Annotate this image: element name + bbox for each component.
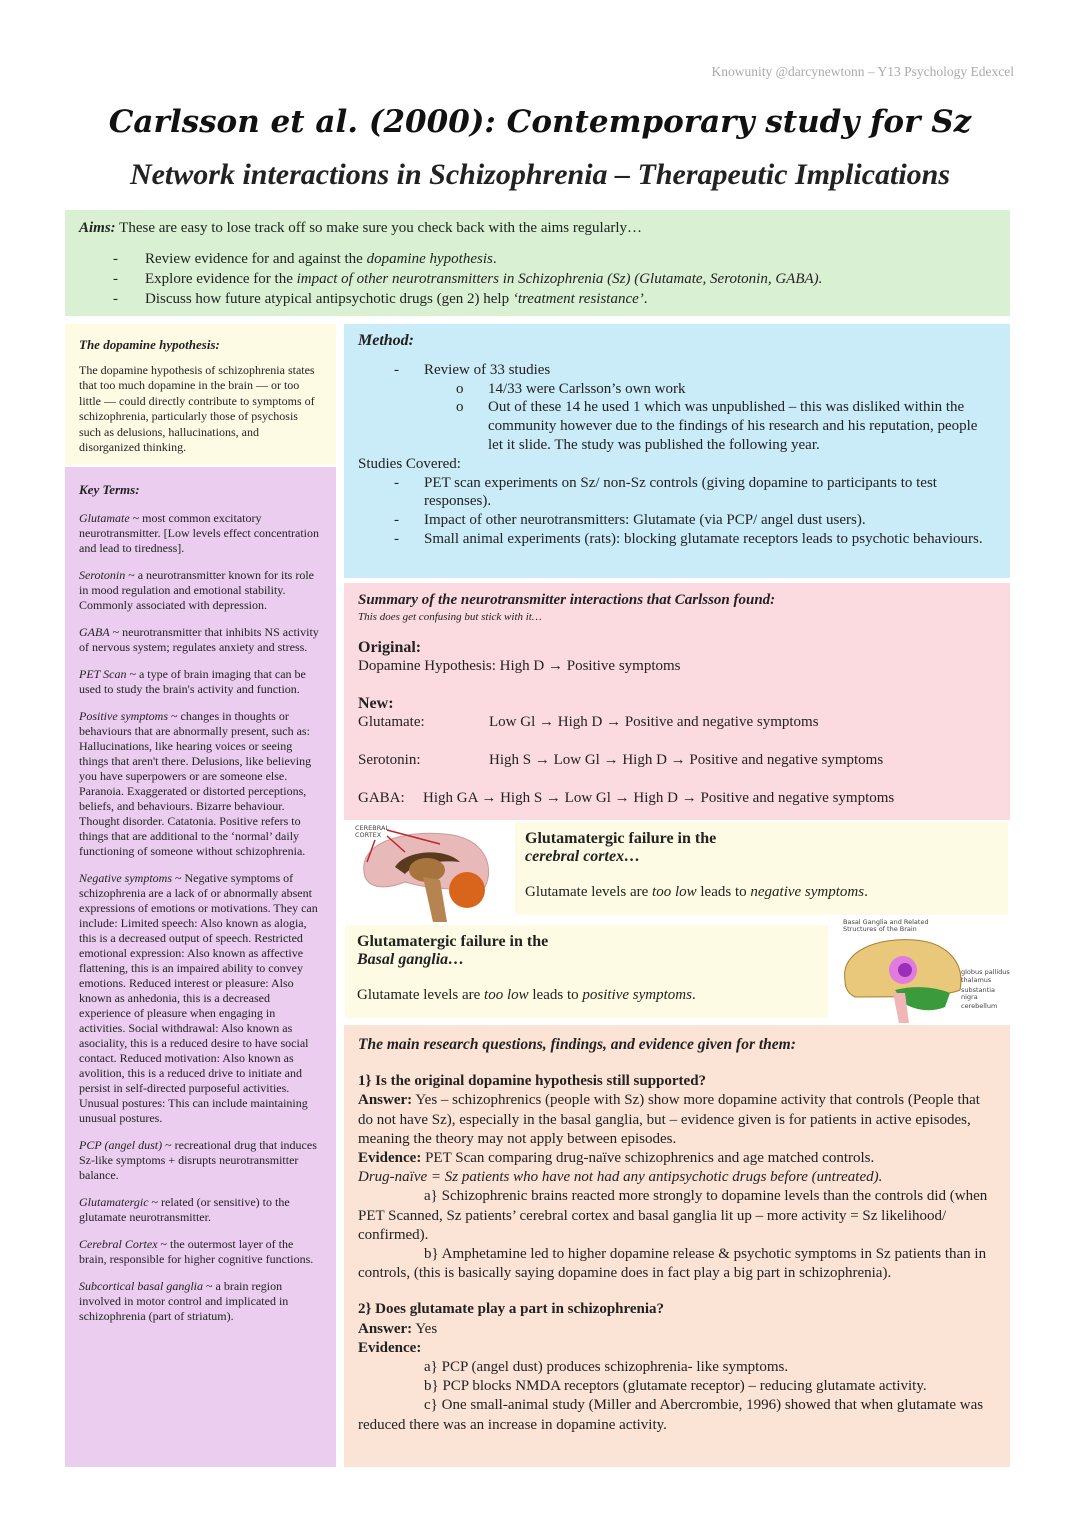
term-name: Glutamatergic xyxy=(79,1195,149,1209)
basal-heading-region: Basal ganglia… xyxy=(357,951,465,968)
term-name: Positive symptoms xyxy=(79,709,168,723)
key-term xyxy=(79,625,322,655)
aims-intro: These are easy to lose track off so make sure you check back with the aims regularly… xyxy=(115,220,643,236)
original-label: Original: xyxy=(358,639,422,656)
page-title: Carlsson et al. (2000): Contemporary study for Sz xyxy=(108,104,972,140)
aims-box xyxy=(65,210,1010,316)
aims-label: Aims: xyxy=(79,220,116,236)
method-box xyxy=(344,324,1010,578)
summary-heading: Summary of the neurotransmitter interactions that Carlsson found: xyxy=(358,592,776,608)
original-hypothesis: Dopamine Hypothesis: High D → Positive symptoms xyxy=(358,658,681,674)
evidence-1a: a} Schizophrenic brains reacted more strongly to dopamine levels than the controls did (when PET Scanned, Sz patients’ cerebral cortex and basal ganglia lit up – more activity = Sz likelihood/ confirmed). xyxy=(358,1188,988,1243)
study-item: - Small animal experiments (rats): blocking glutamate receptors leads to psychotic behaviours. xyxy=(394,530,983,547)
basal-text: Glutamate levels are too low leads to positive symptoms. xyxy=(357,987,696,1003)
method-subitem: o Out of these 14 he used 1 which was unpublished – this was disliked within the community however due to the findings of his research and his reputation, people let it slide. The study was published the following year. xyxy=(456,399,978,453)
key-term xyxy=(79,709,322,859)
term-name: Cerebral Cortex xyxy=(79,1237,158,1251)
dopamine-heading: The dopamine hypothesis: xyxy=(79,337,220,352)
research-heading: The main research questions, findings, and evidence given for them: xyxy=(358,1036,796,1053)
term-definition: ~ changes in thoughts or behaviours that are abnormally present, such as: Hallucinations, like hearing voices or seeing things that aren't there. Delusions, like believing you have superpowers or are someone else. Paranoia. Exaggerated or distorted perceptions, beliefs, and behaviours. Bizarre behaviour. Thought disorder. Catatonia. Positive refers to things that are additional to the ‘normal’ daily functioning of someone without schizophrenia. xyxy=(79,709,312,858)
key-term xyxy=(79,667,322,697)
basal-failure-box xyxy=(345,925,828,1018)
interaction-row: Serotonin: High S → Low Gl → High D → Positive and negative symptoms xyxy=(358,752,884,768)
evidence-1b: b} Amphetamine led to higher dopamine release & psychotic symptoms in Sz patients than in controls, (this is basically saying dopamine does in fact play a big part in schizophrenia). xyxy=(358,1246,987,1282)
term-definition: ~ related (or sensitive) to the glutamate neurotransmitter. xyxy=(79,1195,290,1224)
research-box xyxy=(344,1025,1010,1467)
term-definition: ~ a neurotransmitter known for its role in mood regulation and emotional stability. Commonly associated with depression. xyxy=(79,568,314,612)
method-subitem: o 14/33 were Carlsson’s own work xyxy=(456,380,686,397)
term-name: PCP (angel dust) xyxy=(79,1138,163,1152)
term-definition: ~ a brain region involved in motor control and implicated in schizophrenia (part of striatum). xyxy=(79,1279,289,1323)
evidence-2a: a} PCP (angel dust) produces schizophrenia- like symptoms. xyxy=(424,1359,789,1376)
term-name: GABA xyxy=(79,625,110,639)
term-name: Serotonin xyxy=(79,568,126,582)
cortex-text: Glutamate levels are too low leads to negative symptoms. xyxy=(525,884,868,900)
studies-label: Studies Covered: xyxy=(358,455,461,472)
brain-label: cerebellum xyxy=(961,1002,998,1010)
evidence-2c: c} One small-animal study (Miller and Abercrombie, 1996) showed that when glutamate was reduced there was an increase in dopamine activity. xyxy=(358,1397,984,1433)
term-name: Negative symptoms xyxy=(79,871,172,885)
term-definition: ~ neurotransmitter that inhibits NS activity of nervous system; regulates anxiety and stress. xyxy=(79,625,319,654)
evidence-1: Evidence: PET Scan comparing drug-naïve schizophrenics and age matched controls. xyxy=(358,1150,875,1167)
question-1: 1} Is the original dopamine hypothesis still supported? xyxy=(358,1073,707,1090)
key-terms-box xyxy=(65,467,336,1467)
cortex-image-label: CEREBRAL CORTEX xyxy=(355,824,390,839)
basal-image-title: Basal Ganglia and Related Structures of the Brain xyxy=(843,918,929,933)
term-definition: ~ the outermost layer of the brain, responsible for higher cognitive functions. xyxy=(79,1237,314,1266)
basal-heading: Glutamatergic failure in the xyxy=(357,933,549,950)
method-item: - Review of 33 studies xyxy=(394,361,551,378)
basal-ganglia-brain-image xyxy=(835,917,1010,1023)
answer-2: Answer: Yes xyxy=(358,1320,438,1337)
key-term xyxy=(79,871,322,1126)
new-label: New: xyxy=(358,695,394,712)
answer-1: Answer: Yes – schizophrenics (people with Sz) show more dopamine activity that controls (People that do not have Sz), especially in the basal ganglia, but – evidence given is for patients in active episodes, meaning the theory may not apply between episodes. xyxy=(358,1092,980,1147)
evidence-2b: b} PCP blocks NMDA receptors (glutamate receptor) – reducing glutamate activity. xyxy=(424,1378,927,1395)
term-definition: ~ most common excitatory neurotransmitter. [Low levels effect concentration and lead to tiredness]. xyxy=(79,511,320,555)
aim-item: - Review evidence for and against the dopamine hypothesis. xyxy=(113,251,996,268)
page-subtitle: Network interactions in Schizophrenia – Therapeutic Implications xyxy=(129,158,951,191)
key-term xyxy=(79,568,322,613)
study-item: - Impact of other neurotransmitters: Glutamate (via PCP/ angel dust users). xyxy=(394,512,866,529)
cortex-heading-region: cerebral cortex… xyxy=(525,848,641,865)
term-name: Subcortical basal ganglia xyxy=(79,1279,203,1293)
key-term xyxy=(79,1195,322,1225)
interaction-row: Glutamate: Low Gl → High D → Positive and negative symptoms xyxy=(358,714,819,730)
term-definition: ~ Negative symptoms of schizophrenia are a lack of or abnormally absent expressions of emotions or motivations. They can include: Limited speech: Also known as alogia, this is a decreased output of speech. Restricted emotional expression: Also known as affective flattening, this is an impaired ability to convey emotions. Reduced interest or pleasure: Also known as anhedonia, this is a decreased experience of pleasure when engaging in activities. Social withdrawal: Also known as asociality, this is a reduced desire to have social contact. Reduced motivation: Also known as avolition, this is a reduced drive to initiate and persist in self-directed purposeful activities. Unusual postures: This can include maintaining unusual postures. xyxy=(79,871,318,1125)
study-item: - PET scan experiments on Sz/ non-Sz controls (giving dopamine to participants to test responses). xyxy=(394,474,937,510)
brain-label: thalamus xyxy=(961,976,992,984)
dopamine-hypothesis-box xyxy=(65,324,336,465)
key-term xyxy=(79,1279,322,1324)
term-name: Glutamate xyxy=(79,511,130,525)
aim-item: - Discuss how future atypical antipsychotic drugs (gen 2) help ‘treatment resistance’. xyxy=(113,291,996,308)
author-credit: Knowunity @darcynewtonn – Y13 Psychology Edexcel xyxy=(711,64,1014,79)
cortex-failure-box xyxy=(515,822,1008,915)
term-name: PET Scan xyxy=(79,667,127,681)
summary-note: This does get confusing but stick with it… xyxy=(358,611,542,623)
key-terms-heading: Key Terms: xyxy=(79,482,140,497)
aims-list xyxy=(113,251,996,308)
key-term xyxy=(79,511,322,556)
key-term xyxy=(79,1237,322,1267)
method-heading: Method: xyxy=(358,332,414,349)
dopamine-text: The dopamine hypothesis of schizophrenia states that too much dopamine in the brain — or too little — could directly contribute to symptoms of schizophrenia, particularly those of psychosis such as delusions, hallucinations, and disorganized thinking. xyxy=(79,362,315,454)
term-definition: ~ recreational drug that induces Sz-like symptoms + disrupts neurotransmitter balance. xyxy=(79,1138,317,1182)
summary-box xyxy=(344,583,1010,820)
aim-item: - Explore evidence for the impact of other neurotransmitters in Schizophrenia (Sz) (Glutamate, Serotonin, GABA). xyxy=(113,271,996,288)
brain-label: globus pallidus xyxy=(961,968,1010,976)
key-term xyxy=(79,1138,322,1183)
evidence-2-label: Evidence: xyxy=(358,1339,422,1356)
drug-naive-definition: Drug-naïve = Sz patients who have not had any antipsychotic drugs before (untreated). xyxy=(358,1169,883,1186)
cortex-heading: Glutamatergic failure in the xyxy=(525,830,717,847)
question-2: 2} Does glutamate play a part in schizophrenia? xyxy=(358,1301,665,1318)
cerebral-cortex-brain-image xyxy=(345,822,511,922)
interaction-row: GABA: High GA → High S → Low Gl → High D → Positive and negative symptoms xyxy=(358,790,895,806)
term-definition: ~ a type of brain imaging that can be used to study the brain's activity and function. xyxy=(79,667,306,696)
brain-label: substantia nigra xyxy=(961,986,996,1001)
